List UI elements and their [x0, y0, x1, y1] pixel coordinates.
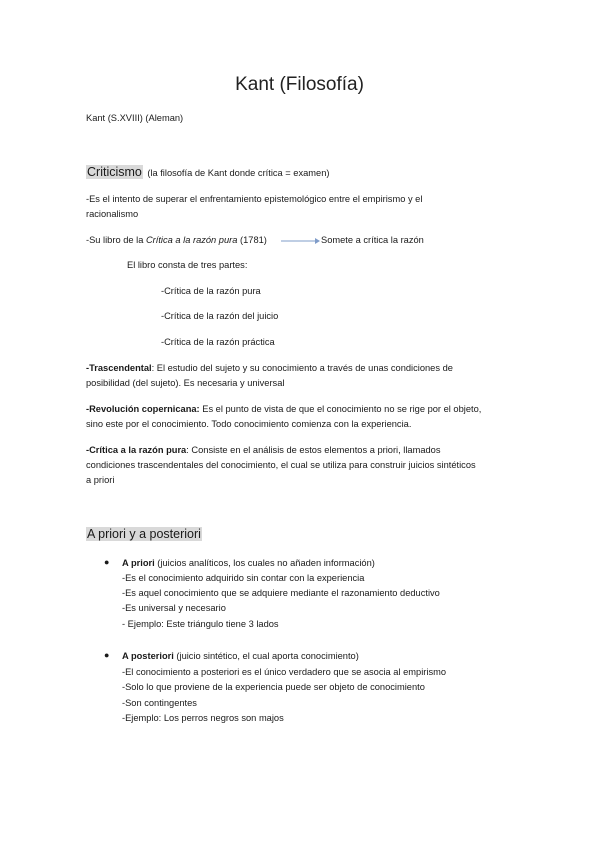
list-item: -Es universal y necesario	[122, 603, 226, 613]
list-item: - Ejemplo: Este triángulo tiene 3 lados	[122, 619, 279, 629]
critica-text1: : Consiste en el análisis de estos elementos a priori, llamados	[186, 445, 441, 455]
list-item: -Es el conocimiento adquirido sin contar con la experiencia	[122, 573, 365, 583]
criticismo-heading-line	[86, 163, 329, 181]
critica-line2: condiciones trascendentales del conocimiento, el cual se utiliza para construir juicios sintéticos	[86, 460, 476, 470]
apriori-line	[122, 557, 375, 569]
revolucion-line1	[86, 403, 481, 415]
arrow-icon	[281, 237, 321, 245]
aposteriori-line	[122, 650, 359, 662]
list-item: -Solo lo que proviene de la experiencia puede ser objeto de conocimiento	[122, 682, 425, 692]
trascendental-line2: posibilidad (del sujeto). Es necesaria y universal	[86, 378, 285, 388]
list-item: -Es aquel conocimiento que se adquiere mediante el razonamiento deductivo	[122, 588, 440, 598]
list-item: -Son contingentes	[122, 698, 197, 708]
list-item: -El conocimiento a posteriori es el único verdadero que se asocia al empirismo	[122, 667, 447, 677]
trascendental-text1: : El estudio del sujeto y su conocimiento a través de unas condiciones de	[151, 363, 453, 373]
book-title: Crítica a la razón pura	[145, 235, 238, 245]
critica-line1	[86, 444, 440, 456]
part-item: -Crítica de la razón práctica	[161, 337, 275, 347]
book-line	[86, 234, 267, 246]
part-item: -Crítica de la razón pura	[161, 286, 261, 296]
page-title: Kant (Filosofía)	[235, 74, 364, 95]
subtitle: Kant (S.XVIII) (Aleman)	[86, 113, 184, 123]
apriori-label: A priori	[122, 558, 155, 568]
list-item: -Ejemplo: Los perros negros son majos	[122, 713, 284, 723]
revolucion-line2: sino este por el conocimiento. Todo conocimiento comienza con la experiencia.	[86, 419, 412, 429]
aposteriori-label: A posteriori	[122, 651, 174, 661]
part-item: -Crítica de la razón del juicio	[161, 311, 279, 321]
trascendental-line1	[86, 362, 453, 374]
apriori-note: (juicios analíticos, los cuales no añaden información)	[154, 558, 375, 568]
apriori-heading: A priori y a posteriori	[87, 527, 201, 541]
parts-intro: El libro consta de tres partes:	[127, 260, 248, 270]
criticismo-line2: racionalismo	[86, 209, 139, 219]
bullet-icon: ●	[104, 650, 110, 660]
revolucion-label: -Revolución copernicana:	[86, 404, 200, 414]
aposteriori-note: (juicio sintético, el cual aporta conocimiento)	[173, 651, 359, 661]
trascendental-label: -Trascendental	[86, 363, 152, 373]
critica-line3: a priori	[86, 475, 115, 485]
criticismo-line1: -Es el intento de superar el enfrentamiento epistemológico entre el empirismo y el	[86, 194, 423, 204]
apriori-heading-line	[86, 527, 202, 541]
criticismo-heading-note: (la filosofía de Kant donde crítica = examen)	[147, 168, 330, 178]
critica-label: -Crítica a la razón pura	[86, 445, 187, 455]
bullet-icon: ●	[104, 557, 110, 567]
book-result: Somete a crítica la razón	[321, 235, 424, 245]
book-prefix: -Su libro de la	[86, 235, 146, 245]
revolucion-text1: Es el punto de vista de que el conocimiento no se rige por el objeto,	[199, 404, 482, 414]
criticismo-heading: Criticismo	[87, 165, 142, 179]
book-year: (1781)	[237, 235, 267, 245]
